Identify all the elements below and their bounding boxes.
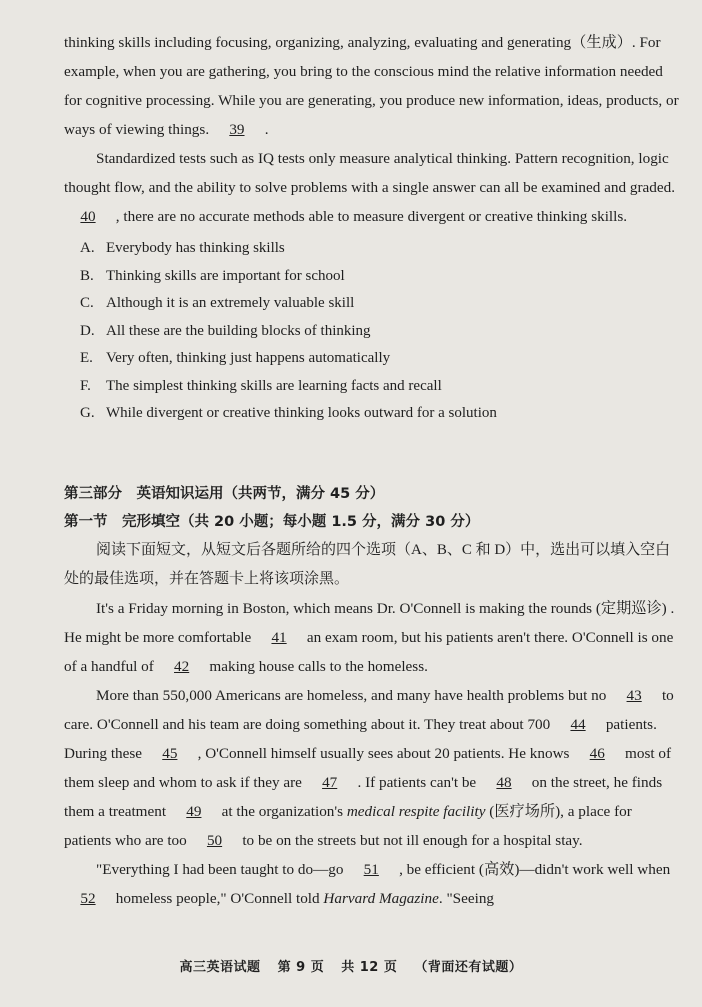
spacer (64, 428, 680, 480)
text: It's a Friday morning in Boston, which means Dr. O'Connell is making the rounds (定期巡诊) . He might be more comfortable (64, 599, 675, 646)
text: to care. O'Connell and his team are doing something about it. They treat about 700 (64, 686, 674, 733)
text: . If patients can't be (353, 773, 480, 791)
blank-39: 39 (229, 121, 245, 138)
option-a (80, 235, 680, 263)
cloze-paragraph-1 (64, 594, 680, 681)
blank-44: 44 (570, 715, 586, 733)
cloze-paragraph-3 (64, 855, 680, 913)
blank-43: 43 (626, 686, 642, 704)
italic-term: medical respite facility (346, 802, 486, 820)
option-letter: D. (80, 322, 95, 339)
option-b (80, 263, 680, 291)
text: . "Seeing (438, 889, 495, 907)
text: patients. During these (64, 715, 657, 762)
text: , O'Connell himself usually sees about 20 patients. He knows (193, 744, 574, 762)
blank-46: 46 (589, 744, 605, 762)
text: to be on the streets but not ill enough for a hospital stay. (238, 831, 583, 849)
blank-41: 41 (271, 628, 287, 646)
page-footer (0, 956, 702, 975)
text: More than 550,000 Americans are homeless, and many have health problems but no (96, 686, 611, 704)
option-e (80, 345, 680, 373)
option-c (80, 290, 680, 318)
text: thinking skills including focusing, organizing, analyzing, evaluating and generating（生成）. For example, when you are gathering, you bring to the conscious mind the relative information needed for cognitive processing. While you are generating, you produce new information, ideas, products, or ways of viewing things. (64, 34, 679, 138)
text: Standardized tests such as IQ tests only measure analytical thinking. Pattern recognition, logic thought flow, and the ability to solve problems with a single answer can all be examined and graded. (64, 150, 675, 196)
blank-42: 42 (174, 657, 190, 675)
option-text: While divergent or creative thinking looks outward for a solution (106, 405, 497, 421)
option-g (80, 400, 680, 428)
text: , there are no accurate methods able to measure divergent or creative thinking skills. (112, 208, 628, 225)
passage-paragraph-2 (64, 144, 680, 231)
text: , be efficient (高效)—didn't work well when (395, 860, 671, 878)
option-letter: E. (80, 350, 93, 366)
option-letter: C. (80, 295, 94, 311)
footer-note: （背面还有试题） (414, 960, 523, 975)
blank-50: 50 (206, 831, 223, 849)
blank-49: 49 (186, 802, 202, 820)
section-title: 第三部分 英语知识运用（共两节，满分 45 分） (64, 485, 385, 502)
text: . (260, 121, 269, 138)
blank-45: 45 (162, 744, 178, 762)
option-f (80, 373, 680, 401)
option-text: Although it is an extremely valuable skill (106, 295, 355, 311)
option-text: Thinking skills are important for school (106, 267, 345, 284)
blank-47: 47 (322, 773, 338, 791)
cloze-paragraph-2 (64, 681, 680, 855)
option-text: The simplest thinking skills are learning facts and recall (106, 377, 442, 394)
section-instruction: 阅读下面短文，从短文后各题所给的四个选项（A、B、C 和 D）中，选出可以填入空白处的最佳选项，并在答题卡上将该项涂黑。 (64, 541, 671, 587)
option-text: Very often, thinking just happens automatically (106, 350, 391, 366)
text: homeless people," O'Connell told (112, 889, 324, 907)
option-letter: G. (80, 405, 95, 421)
passage-paragraph-1 (64, 28, 680, 144)
option-d (80, 318, 680, 346)
text: most of them sleep and whom to ask if they are (64, 744, 672, 791)
option-letter: B. (80, 267, 94, 284)
text: (医疗场所), a place for patients who are too (64, 802, 632, 849)
footer-page-total: 共 12 页 (341, 960, 398, 975)
text: at the organization's (217, 802, 347, 820)
text: making house calls to the homeless. (205, 657, 428, 675)
option-list (80, 235, 680, 428)
italic-title: Harvard Magazine (323, 889, 439, 907)
blank-51: 51 (363, 860, 379, 878)
option-letter: A. (80, 240, 95, 256)
option-text: Everybody has thinking skills (106, 240, 285, 256)
blank-40: 40 (80, 208, 96, 225)
blank-52: 52 (80, 889, 96, 907)
footer-page-number: 第 9 页 (277, 960, 325, 975)
blank-48: 48 (496, 773, 512, 791)
text: an exam room, but his patients aren't there. O'Connell is one of a handful of (64, 628, 674, 675)
option-text: All these are the building blocks of thinking (106, 322, 371, 339)
option-letter: F. (80, 377, 91, 394)
footer-exam-title: 高三英语试题 (179, 960, 261, 975)
text: on the street, he finds them a treatment (64, 773, 663, 820)
text: "Everything I had been taught to do—go (96, 860, 348, 878)
subsection-title: 第一节 完形填空（共 20 小题；每小题 1.5 分，满分 30 分） (64, 513, 480, 530)
